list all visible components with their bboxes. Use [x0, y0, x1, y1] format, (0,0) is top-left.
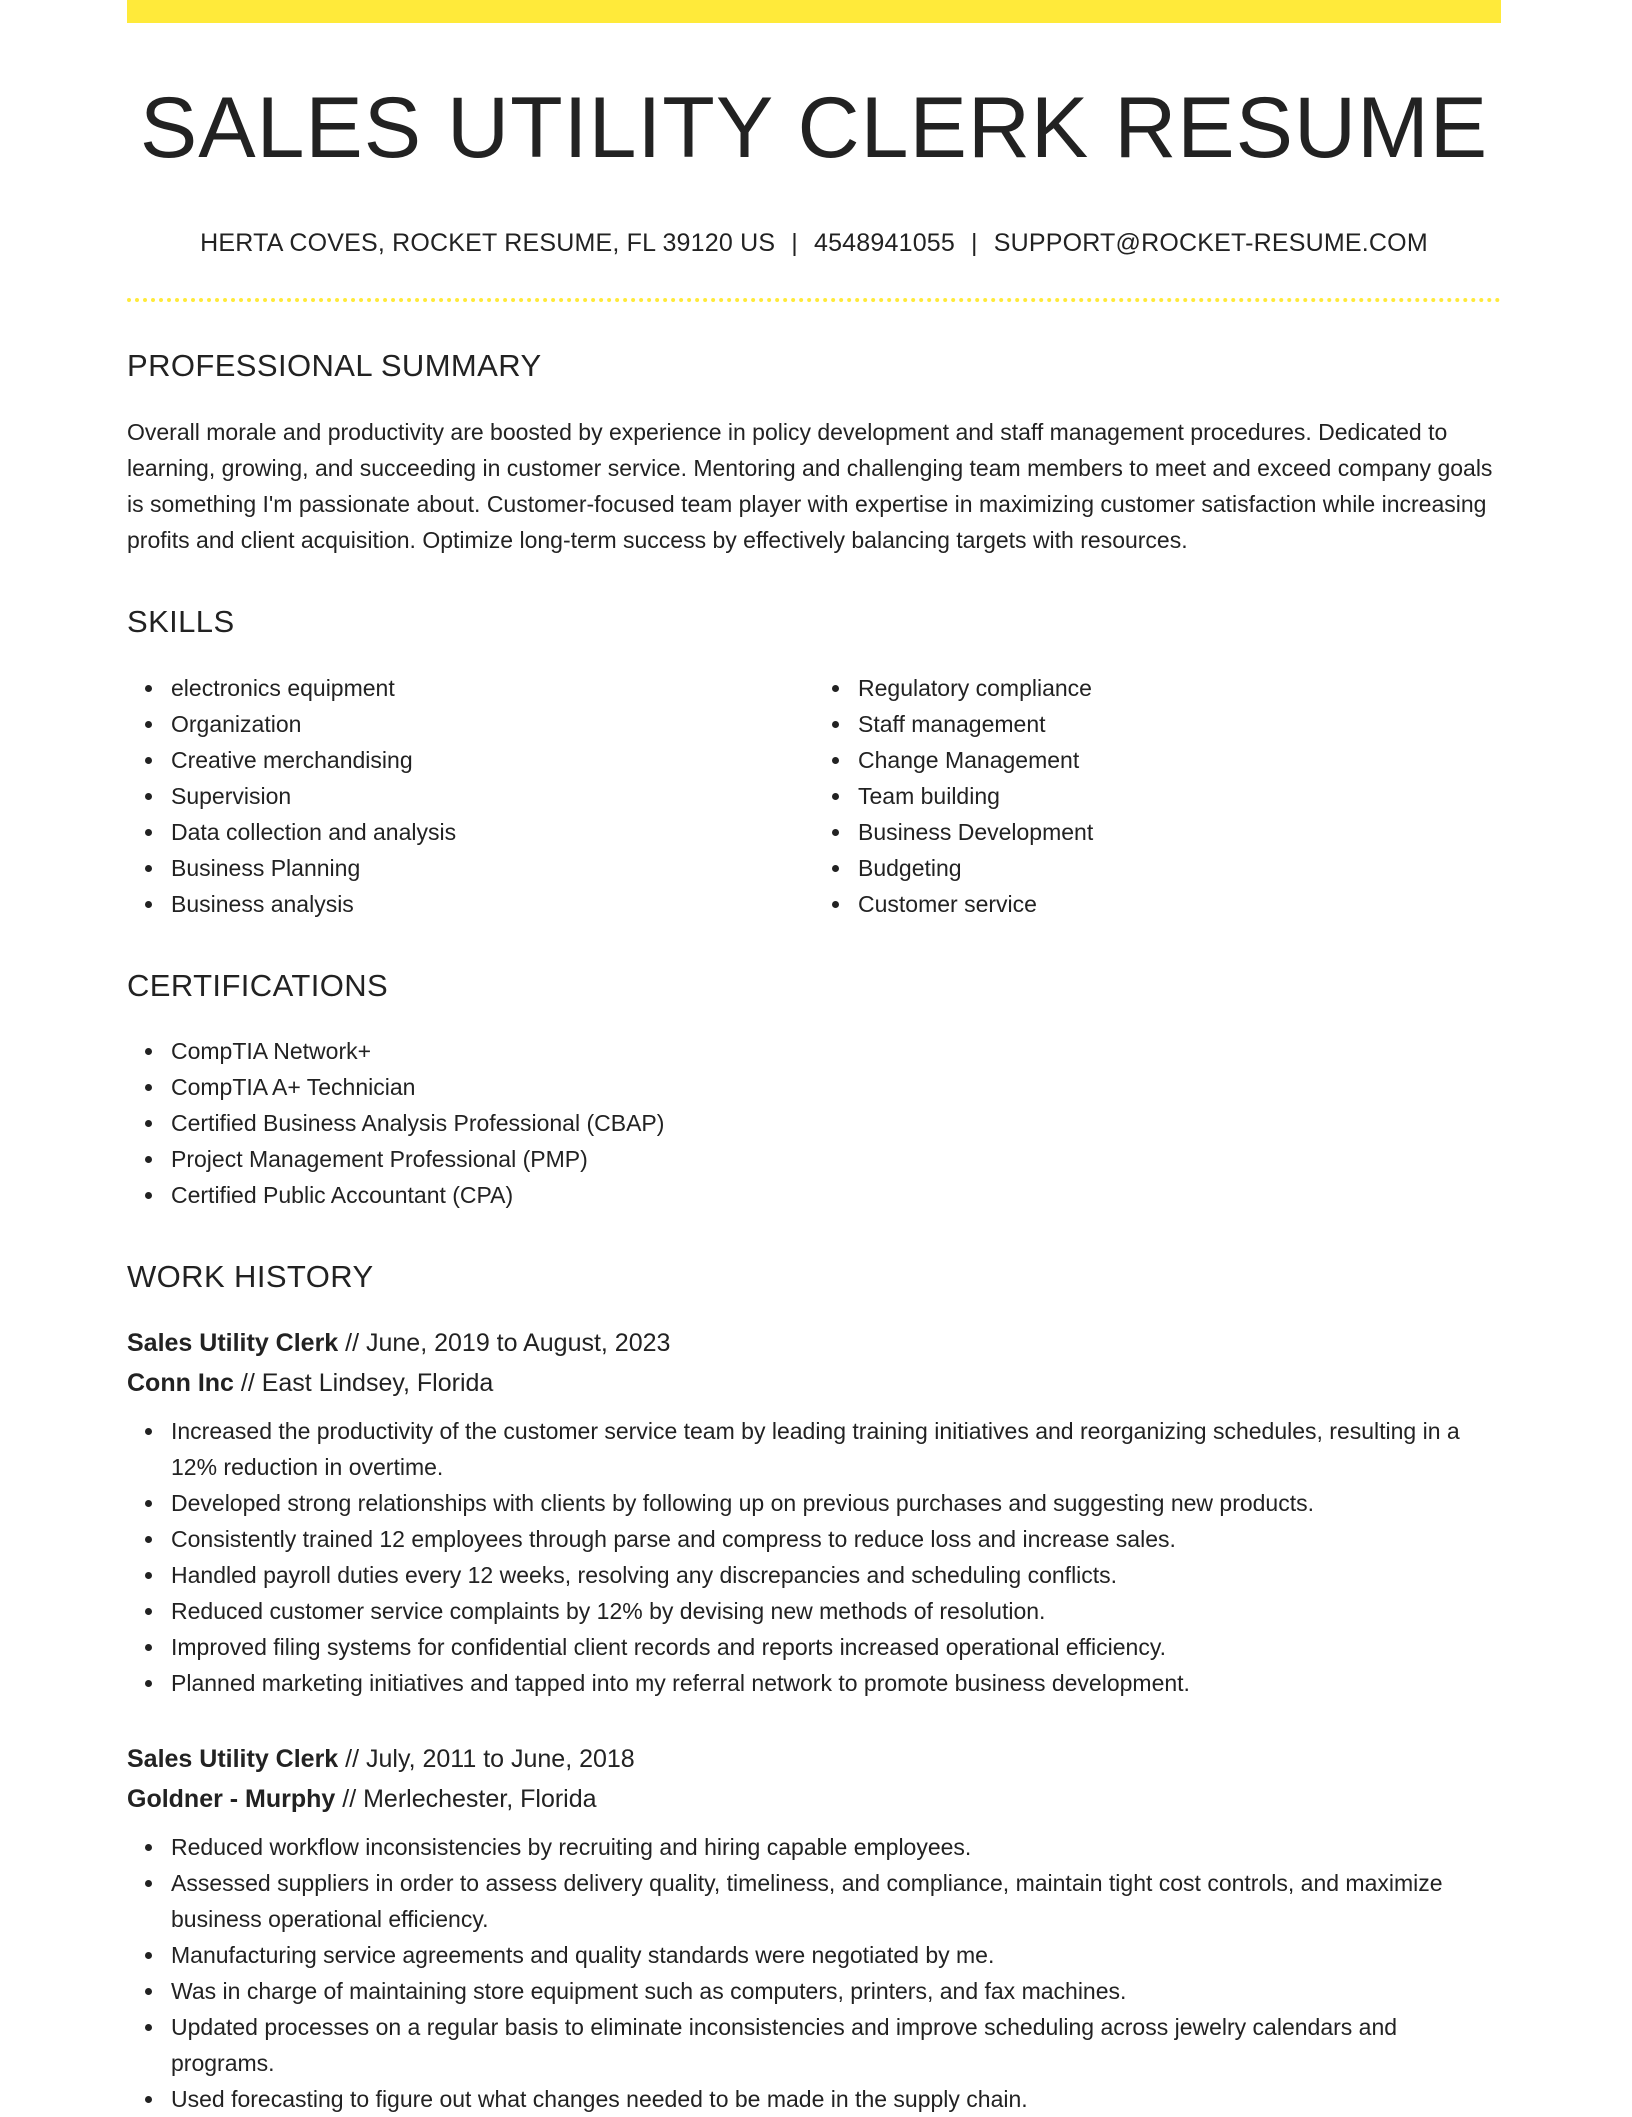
skill-item: Change Management [858, 742, 1501, 778]
certifications-list [127, 1033, 1501, 1213]
skill-item: Data collection and analysis [171, 814, 814, 850]
job-bullet-list [127, 1829, 1501, 2117]
job-company: Goldner - Murphy [127, 1784, 336, 1813]
job-entry [127, 1323, 1501, 1701]
job-title: Sales Utility Clerk [127, 1328, 339, 1357]
job-bullet: Was in charge of maintaining store equipment such as computers, printers, and fax machines. [171, 1973, 1501, 2009]
contact-separator: | [971, 229, 978, 258]
skill-item: Creative merchandising [171, 742, 814, 778]
job-bullet: Increased the productivity of the customer service team by leading training initiatives and reorganizing schedules, resulting in a 12% reduction in overtime. [171, 1413, 1501, 1485]
job-company-line [127, 1779, 1501, 1819]
contact-phone: 4548941055 [813, 229, 956, 258]
skills-list-left [127, 670, 814, 922]
job-entry [127, 1739, 1501, 2117]
summary-text: Overall morale and productivity are boosted by experience in policy development and staff management procedures. Dedicated to learning, growing, and succeeding in customer service. Mentoring and challenging team members to meet and exceed company goals is something I'm passionate about. Customer-focused team player with expertise in maximizing customer satisfaction while increasing profits and client acquisition. Optimize long-term success by effectively balancing targets with resources. [127, 418, 1493, 553]
job-company: Conn Inc [127, 1368, 234, 1397]
job-dates: // July, 2011 to June, 2018 [338, 1744, 635, 1773]
skill-item: Business Development [858, 814, 1501, 850]
job-bullet: Planned marketing initiatives and tapped into my referral network to promote business development. [171, 1665, 1501, 1701]
job-company-line [127, 1363, 1501, 1403]
job-title-line [127, 1739, 1501, 1779]
skill-item: Regulatory compliance [858, 670, 1501, 706]
job-bullet-list [127, 1413, 1501, 1701]
contact-email: SUPPORT@ROCKET-RESUME.COM [993, 229, 1428, 258]
job-bullet: Handled payroll duties every 12 weeks, resolving any discrepancies and scheduling conflicts. [171, 1557, 1501, 1593]
skill-item: Customer service [858, 886, 1501, 922]
top-accent-bar [127, 0, 1501, 23]
resume-title: SALES UTILITY CLERK RESUME [139, 80, 1489, 176]
job-bullet: Assessed suppliers in order to assess delivery quality, timeliness, and compliance, maintain tight cost controls, and maximize business operational efficiency. [171, 1865, 1501, 1937]
job-bullet: Updated processes on a regular basis to eliminate inconsistencies and improve scheduling across jewelry calendars and programs. [171, 2009, 1501, 2081]
certification-item: CompTIA A+ Technician [171, 1069, 1501, 1105]
contact-address: HERTA COVES, ROCKET RESUME, FL 39120 US [200, 229, 776, 258]
work-history-heading: WORK HISTORY [127, 1259, 374, 1295]
job-title-line [127, 1323, 1501, 1363]
skill-item: Organization [171, 706, 814, 742]
job-title: Sales Utility Clerk [127, 1744, 339, 1773]
job-bullet: Used forecasting to figure out what changes needed to be made in the supply chain. [171, 2081, 1501, 2117]
contact-line [127, 229, 1501, 258]
certification-item: Certified Business Analysis Professional (CBAP) [171, 1105, 1501, 1141]
job-bullet: Developed strong relationships with clients by following up on previous purchases and suggesting new products. [171, 1485, 1501, 1521]
skill-item: Staff management [858, 706, 1501, 742]
contact-separator: | [791, 229, 798, 258]
job-bullet: Reduced customer service complaints by 12% by devising new methods of resolution. [171, 1593, 1501, 1629]
job-bullet: Improved filing systems for confidential client records and reports increased operational efficiency. [171, 1629, 1501, 1665]
job-bullet: Consistently trained 12 employees through parse and compress to reduce loss and increase sales. [171, 1521, 1501, 1557]
job-location: // East Lindsey, Florida [233, 1368, 494, 1397]
skill-item: Budgeting [858, 850, 1501, 886]
skill-item: Supervision [171, 778, 814, 814]
skill-item: electronics equipment [171, 670, 814, 706]
skills-columns [127, 670, 1501, 922]
summary-heading: PROFESSIONAL SUMMARY [127, 348, 542, 384]
resume-page [127, 0, 1501, 2117]
certification-item: Certified Public Accountant (CPA) [171, 1177, 1501, 1213]
skills-heading: SKILLS [127, 603, 235, 639]
certification-item: Project Management Professional (PMP) [171, 1141, 1501, 1177]
job-dates: // June, 2019 to August, 2023 [338, 1328, 671, 1357]
certification-item: CompTIA Network+ [171, 1033, 1501, 1069]
skill-item: Team building [858, 778, 1501, 814]
skills-list-right [814, 670, 1501, 922]
job-bullet: Manufacturing service agreements and quality standards were negotiated by me. [171, 1937, 1501, 1973]
job-location: // Merlechester, Florida [335, 1784, 597, 1813]
job-bullet: Reduced workflow inconsistencies by recruiting and hiring capable employees. [171, 1829, 1501, 1865]
skill-item: Business analysis [171, 886, 814, 922]
certifications-heading: CERTIFICATIONS [127, 967, 389, 1003]
dotted-divider [127, 298, 1501, 302]
skill-item: Business Planning [171, 850, 814, 886]
